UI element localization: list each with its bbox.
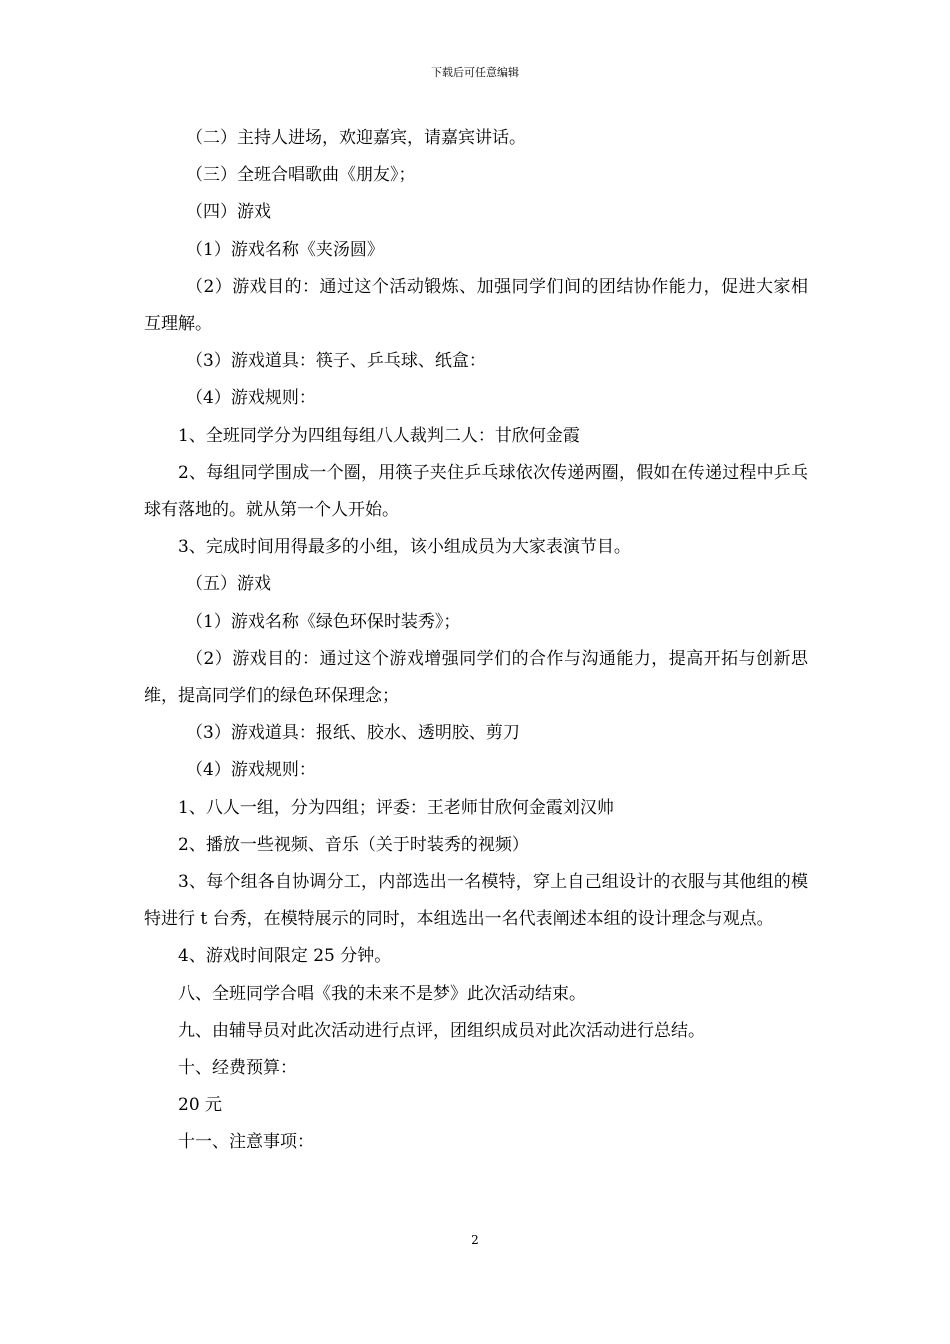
game2-purpose: （2）游戏目的：通过这个游戏增强同学们的合作与沟通能力，提高开拓与创新思维，提高同学们的绿色环保理念； xyxy=(144,648,808,707)
game2-props: （3）游戏道具：报纸、胶水、透明胶、剪刀 xyxy=(186,723,520,744)
game2-rule-3: 3、每个组各自协调分工，内部选出一名模特，穿上自己组设计的衣服与其他组的模特进行 t 台秀，在模特展示的同时，本组选出一名代表阐述本组的设计理念与观点。 xyxy=(144,872,808,930)
section-ten-budget: 十、经费预算： xyxy=(178,1058,297,1079)
game1-rule-1: 1、全班同学分为四组每组八人裁判二人：甘欣何金霞 xyxy=(178,425,580,446)
game1-rules-heading: （4）游戏规则： xyxy=(186,388,316,409)
game1-props: （3）游戏道具：筷子、乒乓球、纸盒： xyxy=(186,351,486,372)
section-game-four: （四）游戏 xyxy=(186,202,271,223)
document-body xyxy=(144,120,808,1162)
game2-rule-2: 2、播放一些视频、音乐（关于时装秀的视频） xyxy=(178,834,529,855)
game1-rule-3: 3、完成时间用得最多的小组，该小组成员为大家表演节目。 xyxy=(178,537,631,558)
game2-name: （1）游戏名称《绿色环保时装秀》； xyxy=(186,611,461,632)
budget-amount: 20 元 xyxy=(178,1095,223,1116)
section-eight-closing-song: 八、全班同学合唱《我的未来不是梦》此次活动结束。 xyxy=(178,983,586,1004)
game2-rules-heading: （4）游戏规则： xyxy=(186,760,316,781)
game1-name: （1）游戏名称《夹汤圆》 xyxy=(186,239,384,260)
game1-rule-2: 2、每组同学围成一个圈，用筷子夹住乒乓球依次传递两圈，假如在传递过程中乒乓球有落地的。就从第一个人开始。 xyxy=(144,462,808,521)
game1-purpose: （2）游戏目的：通过这个活动锻炼、加强同学们间的团结协作能力，促进大家相互理解。 xyxy=(144,276,808,335)
page-header: 下载后可任意编辑 xyxy=(431,66,519,79)
game2-rule-1: 1、八人一组，分为四组；评委：王老师甘欣何金霞刘汉帅 xyxy=(178,797,614,818)
section-chorus: （三）全班合唱歌曲《朋友》； xyxy=(186,165,416,186)
page-number: 2 xyxy=(471,1233,479,1247)
game2-rule-4: 4、游戏时间限定 25 分钟。 xyxy=(178,946,392,967)
section-eleven-notes: 十一、注意事项： xyxy=(178,1132,314,1153)
section-game-five: （五）游戏 xyxy=(186,574,271,595)
section-host-intro: （二）主持人进场，欢迎嘉宾，请嘉宾讲话。 xyxy=(186,128,526,148)
section-nine-review: 九、由辅导员对此次活动进行点评，团组织成员对此次活动进行总结。 xyxy=(178,1020,705,1041)
